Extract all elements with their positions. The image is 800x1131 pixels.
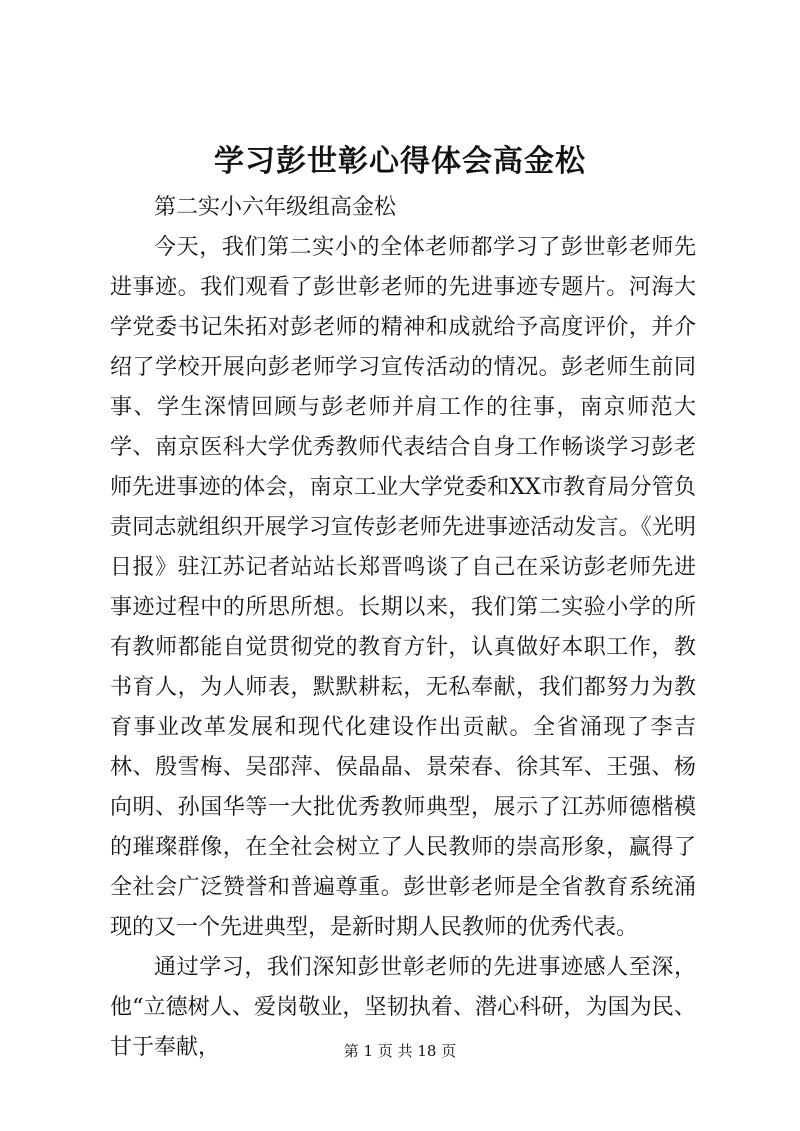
author-line: 第二实小六年级组高金松 [154,195,397,220]
document-title: 学习彭世彰心得体会高金松 [214,144,586,179]
paragraph-2: 通过学习，我们深知彭世彰老师的先进事迹感人至深，他“立德树人、爱岗敬业，坚韧执着、潜心科研，为国为民、甘于奉献， [110,955,696,1060]
page-footer: 第 1 页 共 18 页 [343,1042,457,1060]
document-body [110,188,696,1068]
paragraph-1: 今天，我们第二实小的全体老师都学习了彭世彰老师先进事迹。我们观看了彭世彰老师的先进事迹专题片。河海大学党委书记朱拓对彭老师的精神和成就给予高度评价，并介绍了学校开展向彭老师学习宣传活动的情况。彭老师生前同事、学生深情回顾与彭老师并肩工作的往事，南京师范大学、南京医科大学优秀教师代表结合自身工作畅谈学习彭老师先进事迹的体会，南京工业大学党委和XX市教育局分管负责同志就组织开展学习宣传彭老师先进事迹活动发言。《光明日报》驻江苏记者站站长郑晋鸣谈了自己在采访彭老师先进事迹过程中的所思所想。长期以来，我们第二实验小学的所有教师都能自觉贯彻党的教育方针，认真做好本职工作，教书育人，为人师表，默默耕耘，无私奉献，我们都努力为教育事业改革发展和现代化建设作出贡献。全省涌现了李吉林、殷雪梅、吴邵萍、侯晶晶、景荣春、徐其军、王强、杨向明、孙国华等一大批优秀教师典型，展示了江苏师德楷模的璀璨群像，在全社会树立了人民教师的崇高形象，赢得了全社会广泛赞誉和普遍尊重。彭世彰老师是全省教育系统涌现的又一个先进典型，是新时期人民教师的优秀代表。 [110,235,696,940]
